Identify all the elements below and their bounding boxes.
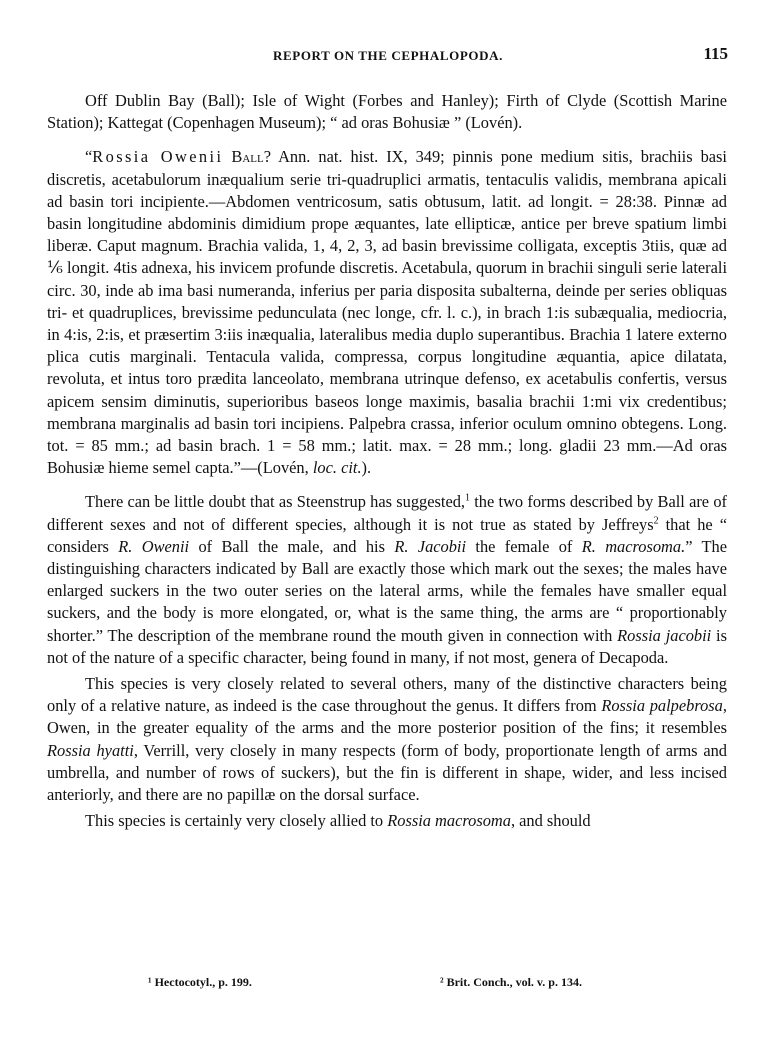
body-text <box>47 90 727 833</box>
running-title: REPORT ON THE CEPHALOPODA. <box>273 48 503 63</box>
relations-paragraph <box>47 673 727 806</box>
text-run: , and should <box>510 811 591 831</box>
text-run: , Verrill, very closely in many respects (form of body, proportionate length of arms and umbrella, and number of rows of suckers), but the fin is different in shape, wider, and less incised anteriorly, and there are no papillæ on the dorsal surface. <box>47 740 727 805</box>
macrosoma-paragraph <box>47 810 727 832</box>
text-run: This species is very closely related to several others, many of the distinctive characters being only of a relative nature, as indeed is the case throughout the genus. It differs from <box>47 674 727 716</box>
open-quote: “ <box>85 147 93 167</box>
species-italic: Rossia macrosoma <box>387 811 511 831</box>
text-run: of Ball the male, and his <box>189 536 395 556</box>
text-run: There can be little doubt that as Steenstrup has suggested, <box>85 492 466 512</box>
species-name: Rossia Owenii <box>92 147 224 167</box>
text-run: the two forms described by Ball are of different sexes and not of different species, although it is not true as stated by Jeffreys <box>47 492 727 534</box>
localities-paragraph: Off Dublin Bay (Ball); Isle of Wight (Forbes and Hanley); Firth of Clyde (Scottish Marine Station); Kattegat (Copenhagen Museum); “ ad oras Bohusiæ ” (Lovén). <box>47 91 727 133</box>
species-italic: Rossia palpebrosa <box>601 696 723 716</box>
page-header <box>0 44 776 66</box>
page-number: 115 <box>703 44 728 63</box>
text-run: is not of the nature of a specific character, being found in many, if not most, genera of Decapoda. <box>47 625 727 667</box>
footnote-2: ² Brit. Conch., vol. v. p. 134. <box>440 975 582 989</box>
footnote-ref-2: 2 <box>653 515 659 527</box>
species-italic: R. Owenii <box>118 536 190 556</box>
citation: loc. cit. <box>312 458 362 478</box>
species-italic: R. macrosoma. <box>581 536 686 556</box>
text-run: the female of <box>466 536 582 556</box>
citation-close: ). <box>361 458 372 478</box>
author-name: Ball <box>231 147 264 167</box>
footnote-1: ¹ Hectocotyl., p. 199. <box>148 975 252 989</box>
species-italic: R. Jacobii <box>394 536 467 556</box>
loven-description-paragraph <box>47 146 727 479</box>
footnote-ref-1: 1 <box>465 492 471 504</box>
text-run: ” The distinguishing characters indicated by Ball are exactly those which mark out the sexes; the males have enlarged suckers in the two outer series on the lateral arms, while the females have smaller equal suckers, and the body is more elongated, or, what is the same thing, the arms are “ proportionably shorter.” The description of the membrane round the mouth given in connection with <box>47 536 728 645</box>
text-run: that he “ considers <box>47 514 727 556</box>
species-italic: Rossia hyatti <box>47 740 134 760</box>
sexes-paragraph <box>47 491 727 669</box>
species-italic: Rossia jacobii <box>617 625 712 645</box>
text-run: , Owen, in the greater equality of the arms and the more posterior position of the fins; it resembles <box>47 696 727 738</box>
text-run: This species is certainly very closely allied to <box>85 811 388 831</box>
description-text: ? Ann. nat. hist. IX, 349; pinnis pone medium sitis, brachiis basi discretis, acetabulorum inæqualium serie tri-quadruplici armatis, tentaculis validis, membrana apicali ad basin tori incipiente.—Abdomen ventricosum, satis obtusum, latit. ad longit. = 28:38. Pinnæ ad basin longitudine abdominis dimidium prope æquantes, late ellipticæ, antice per breve spatium limbi liberæ. Caput magnum. Brachia valida, 1, 4, 2, 3, ad basin brevissime colligata, exceptis 3tiis, quæ ad ⅙ longit. 4tis adnexa, his invicem profunde discretis. Acetabula, quorum in brachii singuli serie laterali circ. 30, inde ab ima basi numeranda, inferius per paria disposita subalterna, deinde per series obliquas tri- et quadruplices, brevissime pedunculata (nec longe, cfr. l. c.), in brach 1:is subæqualia, mediocria, in 4:is, 2:is, et præsertim 3:iis inæqualia, lateralibus media duplo superantibus. Brachia 1 latere externo plica cutis marginali. Tentacula valida, compressa, corpus longitudine æquantia, apice dilatata, revoluta, et intus toro prædita lanceolato, membrana utrinque defenso, ex acetabulis confertis, versus apicem sensim diminutis, superioribus baseos longe maximis, basalia brachii 1:mi vix credentibus; membrana marginalis ad basin tori incipiens. Palpebra crassa, inferior oculum omnino obtegens. Long. tot. = 85 mm.; ad basin brach. 1 = 58 mm.; latit. max. = 28 mm.; long. gladii 23 mm.—Ad oras Bohusiæ hieme semel capta.”—(Lovén, <box>47 147 727 478</box>
